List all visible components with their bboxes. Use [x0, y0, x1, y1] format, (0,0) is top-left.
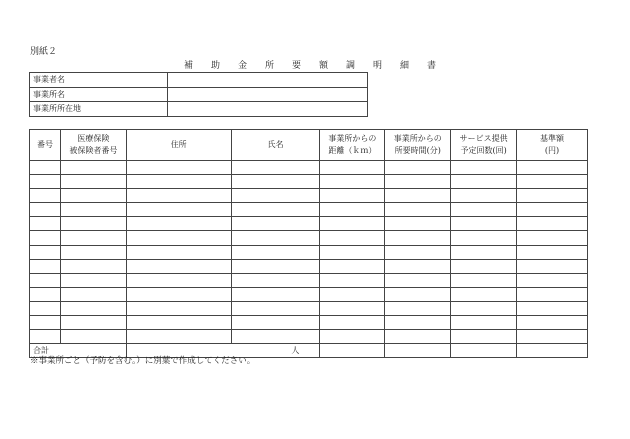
table-cell [231, 175, 320, 189]
table-cell [231, 189, 320, 203]
table-cell [451, 189, 517, 203]
table-cell [451, 245, 517, 259]
table-row [30, 259, 588, 273]
table-cell [30, 203, 61, 217]
col-header-number [30, 130, 61, 161]
table-cell [60, 217, 126, 231]
table-cell [60, 301, 126, 315]
table-cell [30, 175, 61, 189]
info-row [30, 73, 368, 88]
table-cell [126, 231, 231, 245]
table-cell [451, 287, 517, 301]
header-text: サービス提供 [459, 134, 508, 143]
col-header-insurance-number [60, 130, 126, 161]
header-text: 基準額 [540, 134, 565, 143]
header-text: 氏名 [267, 140, 284, 149]
header-text: 所要時間(分) [394, 146, 441, 155]
info-row [30, 102, 368, 117]
table-cell [231, 161, 320, 175]
table-cell [231, 245, 320, 259]
table-cell [30, 231, 61, 245]
table-cell [385, 245, 451, 259]
table-cell [517, 344, 588, 358]
table-cell [451, 203, 517, 217]
table-cell [517, 203, 588, 217]
business-name-value [168, 73, 368, 88]
table-cell [517, 245, 588, 259]
table-cell [30, 259, 61, 273]
table-cell [385, 259, 451, 273]
office-address-value [168, 102, 368, 117]
table-cell [60, 273, 126, 287]
table-cell [126, 189, 231, 203]
table-cell [451, 175, 517, 189]
table-cell [320, 316, 385, 330]
table-cell [517, 330, 588, 344]
col-header-planned-visits [451, 130, 517, 161]
table-cell [385, 316, 451, 330]
table-cell [30, 316, 61, 330]
table-cell [517, 287, 588, 301]
table-cell [60, 330, 126, 344]
table-cell [30, 245, 61, 259]
table-row [30, 189, 588, 203]
table-cell [30, 330, 61, 344]
table-cell [126, 330, 231, 344]
table-cell [126, 161, 231, 175]
table-cell [385, 344, 451, 358]
table-cell [30, 217, 61, 231]
table-cell [60, 189, 126, 203]
table-row [30, 161, 588, 175]
subsidy-detail-table [29, 129, 588, 358]
table-row [30, 287, 588, 301]
table-cell [385, 203, 451, 217]
table-cell [231, 217, 320, 231]
table-cell [231, 259, 320, 273]
table-cell [320, 287, 385, 301]
table-cell [231, 203, 320, 217]
table-cell [451, 344, 517, 358]
table-body [30, 161, 588, 344]
table-cell [451, 273, 517, 287]
table-cell [60, 231, 126, 245]
table-cell [320, 189, 385, 203]
table-cell [517, 161, 588, 175]
table-cell [60, 175, 126, 189]
table-cell [320, 231, 385, 245]
table-cell [385, 231, 451, 245]
col-header-standard-amount [517, 130, 588, 161]
table-cell [385, 175, 451, 189]
total-label: 合計 [30, 344, 127, 358]
table-cell [231, 316, 320, 330]
table-cell [30, 287, 61, 301]
table-cell [517, 217, 588, 231]
office-address-label: 事業所所在地 [30, 102, 168, 117]
table-cell [231, 287, 320, 301]
table-cell [30, 161, 61, 175]
header-text: 住所 [170, 140, 187, 149]
total-unit: 人 [126, 344, 320, 358]
table-row [30, 273, 588, 287]
table-cell [30, 273, 61, 287]
table-cell [231, 273, 320, 287]
table-cell [451, 259, 517, 273]
table-cell [126, 259, 231, 273]
table-cell [517, 301, 588, 315]
table-cell [385, 161, 451, 175]
table-cell [126, 175, 231, 189]
table-cell [517, 316, 588, 330]
table-cell [320, 259, 385, 273]
header-text: 事業所からの [393, 134, 442, 143]
table-cell [320, 175, 385, 189]
table-cell [517, 189, 588, 203]
table-row [30, 175, 588, 189]
header-row [30, 130, 588, 161]
table-row [30, 231, 588, 245]
col-header-name [231, 130, 320, 161]
info-row [30, 87, 368, 102]
table-cell [231, 301, 320, 315]
table-cell [320, 344, 385, 358]
table-cell [320, 330, 385, 344]
table-cell [126, 217, 231, 231]
table-cell [451, 301, 517, 315]
table-cell [385, 287, 451, 301]
document-title: 補 助 金 所 要 額 調 明 細 書 [183, 61, 436, 71]
table-row [30, 245, 588, 259]
header-text: 被保険者番号 [69, 146, 118, 155]
table-cell [451, 231, 517, 245]
header-text: (円) [544, 146, 560, 155]
table-cell [385, 189, 451, 203]
table-cell [517, 273, 588, 287]
table-cell [385, 217, 451, 231]
office-name-label: 事業所名 [30, 87, 168, 102]
table-cell [60, 316, 126, 330]
table-row [30, 316, 588, 330]
table-cell [126, 316, 231, 330]
table-row [30, 203, 588, 217]
table-cell [60, 203, 126, 217]
header-text: 事業所からの [328, 134, 377, 143]
table-cell [517, 259, 588, 273]
footnote: ※事業所ごと（予防を含む。）に別葉で作成してください。 [30, 356, 256, 366]
table-cell [30, 301, 61, 315]
table-cell [60, 287, 126, 301]
table-cell [320, 203, 385, 217]
table-cell [126, 203, 231, 217]
table-cell [451, 330, 517, 344]
header-text: 番号 [36, 140, 53, 149]
table-cell [231, 231, 320, 245]
header-text: 医療保険 [77, 134, 110, 143]
header-text: 予定回数(回) [460, 146, 507, 155]
col-header-address [126, 130, 231, 161]
table-cell [320, 161, 385, 175]
table-cell [126, 273, 231, 287]
table-cell [517, 231, 588, 245]
table-cell [451, 316, 517, 330]
col-header-distance [320, 130, 385, 161]
office-name-value [168, 87, 368, 102]
table-cell [385, 301, 451, 315]
table-cell [320, 301, 385, 315]
table-cell [320, 245, 385, 259]
table-cell [451, 217, 517, 231]
business-name-label: 事業者名 [30, 73, 168, 88]
table-cell [60, 161, 126, 175]
table-row [30, 330, 588, 344]
table-cell [451, 161, 517, 175]
business-info-table [29, 72, 368, 117]
col-header-travel-time [385, 130, 451, 161]
table-cell [60, 259, 126, 273]
table-cell [60, 245, 126, 259]
table-cell [517, 175, 588, 189]
table-cell [30, 189, 61, 203]
table-cell [126, 301, 231, 315]
table-cell [126, 245, 231, 259]
table-cell [320, 217, 385, 231]
table-row [30, 301, 588, 315]
table-row [30, 217, 588, 231]
table-cell [385, 330, 451, 344]
table-cell [385, 273, 451, 287]
table-cell [126, 287, 231, 301]
table-cell [320, 273, 385, 287]
table-cell [231, 330, 320, 344]
attachment-label: 別紙２ [30, 47, 58, 57]
header-text: 距離（ｋｍ） [328, 146, 377, 155]
